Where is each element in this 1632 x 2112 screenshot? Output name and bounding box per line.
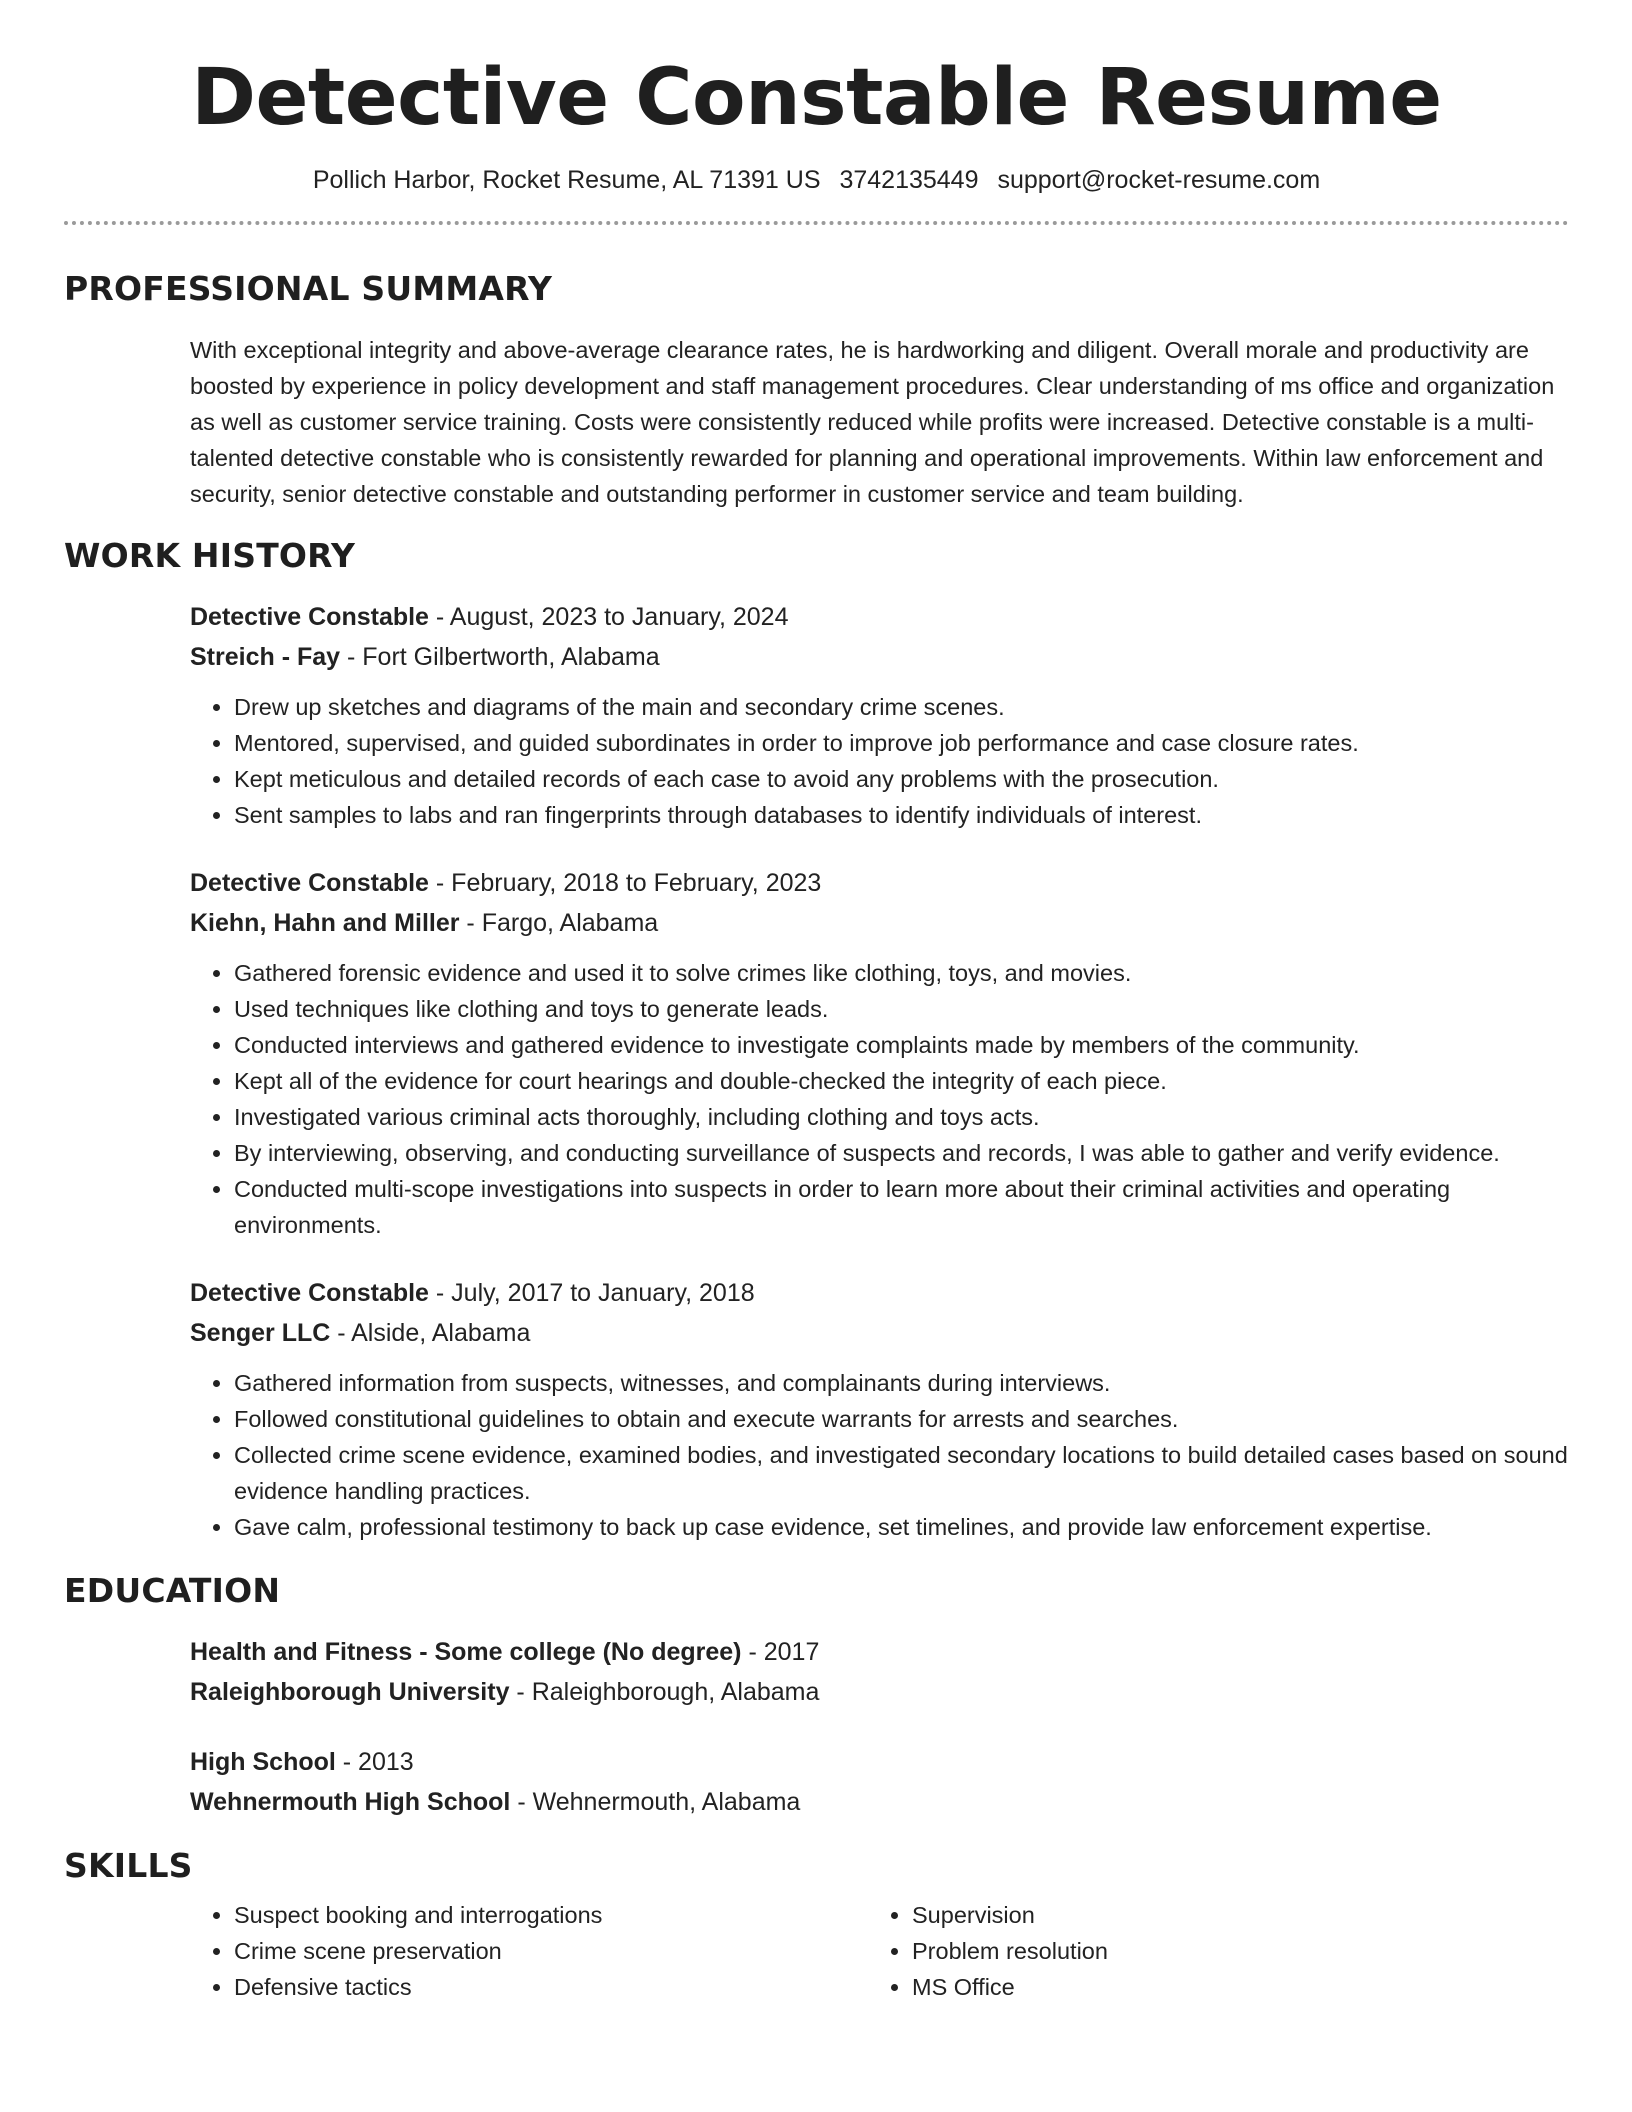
job-company: Senger LLC <box>190 1318 331 1347</box>
school-location: - Raleighborough, Alabama <box>509 1677 820 1706</box>
job-entry <box>190 1273 1569 1545</box>
skills-section <box>64 1846 1569 2005</box>
list-item: • Mentored, supervised, and guided subordinates in order to improve job performance and case closure rates. <box>234 725 1569 761</box>
school-line <box>190 1782 1569 1822</box>
job-company-line <box>190 637 1569 677</box>
resume-page <box>64 0 1569 2005</box>
job-bullets <box>190 689 1569 833</box>
list-item: • Gave calm, professional testimony to back up case evidence, set timelines, and provide law enforcement expertise. <box>234 1509 1569 1545</box>
job-bullets <box>190 955 1569 1243</box>
contact-address: Pollich Harbor, Rocket Resume, AL 71391 US <box>312 165 821 194</box>
job-bullets <box>190 1365 1569 1545</box>
list-item: • Sent samples to labs and ran fingerprints through databases to identify individuals of interest. <box>234 797 1569 833</box>
header-divider <box>64 221 1569 225</box>
job-role: Detective Constable <box>190 1278 429 1307</box>
list-item: • Crime scene preservation <box>234 1933 868 1969</box>
skills-columns <box>190 1897 1569 2005</box>
job-dates: - August, 2023 to January, 2024 <box>428 602 789 631</box>
list-item: • Followed constitutional guidelines to obtain and execute warrants for arrests and searches. <box>234 1401 1569 1437</box>
summary-text: With exceptional integrity and above-average clearance rates, he is hardworking and diligent. Overall morale and productivity are boosted by experience in policy development and staff management procedures. Clear understanding of ms office and organization as well as customer service training. Costs were consistently reduced while profits were increased. Detective constable is a multi-talented detective constable who is consistently rewarded for planning and operational improvements. Within law enforcement and security, senior detective constable and outstanding performer in customer service and team building. <box>190 336 1555 507</box>
list-item: • Gathered forensic evidence and used it to solve crimes like clothing, toys, and movies. <box>234 955 1569 991</box>
degree-line <box>190 1742 1569 1782</box>
job-dates: - February, 2018 to February, 2023 <box>428 868 822 897</box>
job-role: Detective Constable <box>190 868 429 897</box>
education-entry <box>190 1742 1569 1822</box>
job-company: Kiehn, Hahn and Miller <box>190 908 460 937</box>
school-name: Raleighborough University <box>190 1677 510 1706</box>
summary-section <box>64 269 1569 512</box>
contact-email: support@rocket-resume.com <box>997 165 1321 194</box>
list-item: • Suspect booking and interrogations <box>234 1897 868 1933</box>
education-section <box>64 1571 1569 1822</box>
summary-heading: PROFESSIONAL SUMMARY <box>64 268 553 308</box>
job-company-line <box>190 1313 1569 1353</box>
degree-line <box>190 1632 1569 1672</box>
school-location: - Wehnermouth, Alabama <box>510 1787 801 1816</box>
job-company: Streich - Fay <box>190 642 341 671</box>
list-item: • Gathered information from suspects, witnesses, and complainants during interviews. <box>234 1365 1569 1401</box>
skills-column-left <box>190 1897 868 2005</box>
list-item: • Collected crime scene evidence, examined bodies, and investigated secondary locations to build detailed cases based on sound evidence handling practices. <box>234 1437 1569 1509</box>
work-history-section <box>64 536 1569 1545</box>
degree-name: High School <box>190 1747 336 1776</box>
job-title-line <box>190 863 1569 903</box>
list-item: • Problem resolution <box>912 1933 1546 1969</box>
contact-line <box>64 166 1569 195</box>
degree-name: Health and Fitness - Some college (No degree) <box>190 1637 742 1666</box>
list-item: • Drew up sketches and diagrams of the main and secondary crime scenes. <box>234 689 1569 725</box>
work-history-heading: WORK HISTORY <box>64 535 356 575</box>
education-entry <box>190 1632 1569 1712</box>
job-title-line <box>190 1273 1569 1313</box>
skills-heading: SKILLS <box>64 1845 193 1885</box>
job-entry <box>190 863 1569 1243</box>
job-location: - Fort Gilbertworth, Alabama <box>340 642 660 671</box>
contact-phone: 3742135449 <box>839 165 979 194</box>
job-location: - Alside, Alabama <box>330 1318 531 1347</box>
list-item: • Supervision <box>912 1897 1546 1933</box>
list-item: • Conducted multi-scope investigations into suspects in order to learn more about their criminal activities and operating environments. <box>234 1171 1569 1243</box>
school-name: Wehnermouth High School <box>190 1787 511 1816</box>
job-entry <box>190 597 1569 833</box>
list-item: • MS Office <box>912 1969 1546 2005</box>
job-title-line <box>190 597 1569 637</box>
job-role: Detective Constable <box>190 602 429 631</box>
list-item: • Defensive tactics <box>234 1969 868 2005</box>
list-item: • Used techniques like clothing and toys to generate leads. <box>234 991 1569 1027</box>
list-item: • Kept meticulous and detailed records of each case to avoid any problems with the prosecution. <box>234 761 1569 797</box>
list-item: • By interviewing, observing, and conducting surveillance of suspects and records, I was able to gather and verify evidence. <box>234 1135 1569 1171</box>
degree-year: - 2013 <box>335 1747 414 1776</box>
list-item: • Conducted interviews and gathered evidence to investigate complaints made by members of the community. <box>234 1027 1569 1063</box>
skills-column-right <box>868 1897 1546 2005</box>
job-dates: - July, 2017 to January, 2018 <box>428 1278 755 1307</box>
education-heading: EDUCATION <box>64 1570 281 1610</box>
resume-title: Detective Constable Resume <box>191 53 1442 143</box>
list-item: • Investigated various criminal acts thoroughly, including clothing and toys acts. <box>234 1099 1569 1135</box>
degree-year: - 2017 <box>741 1637 820 1666</box>
school-line <box>190 1672 1569 1712</box>
job-company-line <box>190 903 1569 943</box>
list-item: • Kept all of the evidence for court hearings and double-checked the integrity of each piece. <box>234 1063 1569 1099</box>
job-location: - Fargo, Alabama <box>459 908 659 937</box>
